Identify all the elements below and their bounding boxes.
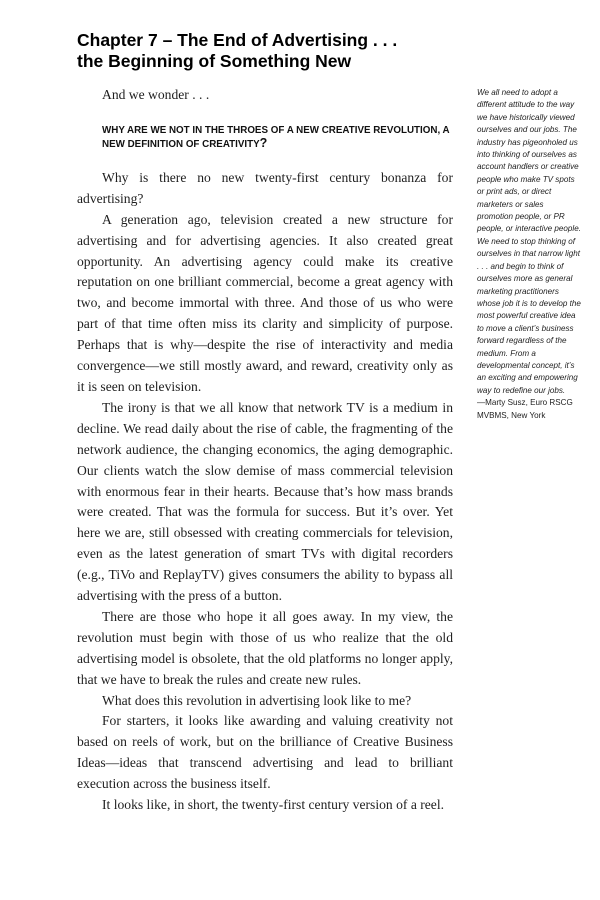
sidebar-quote [477,87,581,422]
section-heading-mark: ? [259,136,268,151]
chapter-title-line-2: the Beginning of Something New [77,51,352,71]
section-heading-text: WHY ARE WE NOT IN THE THROES OF A NEW CREATIVE REVOLUTION, A NEW DEFINITION OF CREATIVITY [102,124,450,151]
main-text-column [77,85,453,816]
body-paragraph: It looks like, in short, the twenty-first century version of a reel. [102,797,445,813]
body-paragraph: There are those who hope it all goes away. In my view, the revolution must begin with those of us who realize that the old advertising model is obsolete, that the old platforms no longer apply, that we have to break the rules and create new rules. [77,608,453,687]
body-paragraph: What does this revolution in advertising look like to me? [102,692,412,708]
sidebar-attribution: —Marty Susz, Euro RSCG MVBMS, New York [477,398,573,420]
section-heading [77,124,453,152]
body-paragraph: Why is there no new twenty-first century bonanza for advertising? [77,169,453,206]
body-paragraph: A generation ago, television created a new structure for advertising and for advertising agencies. It also created great opportunity. An advertising agency could make its creative reputation on one brilliant commercial, become a great agency with two, and become immortal with three. And those of us who were part of that time often miss its clarity and simplicity of purpose. Perhaps that is why—despite the rise of interactivity and media convergence—we still mostly award, and reward, creativity only as it is seen on television. [77,211,453,394]
sidebar-quote-text: We all need to adopt a different attitude to the way we have historically viewed ourselves and our jobs. The industry has pigeonholed us into thinking of ourselves as account handlers or creative people who make TV spots or print ads, or direct marketers or sales promotion people, or PR people, or interactive people. We need to stop thinking of ourselves in that narrow light . . . and begin to think of ourselves more as general marketing practitioners whose job it is to develop the most powerful creative idea to move a client’s business forward regardless of the medium. From a developmental concept, it’s an exciting and empowering way to redefine our jobs. [477,88,581,395]
chapter-title-line-1: Chapter 7 – The End of Advertising . . . [77,30,398,50]
chapter-title [77,30,477,72]
body-paragraph: For starters, it looks like awarding and valuing creativity not based on reels of work, but on the brilliance of Creative Business Ideas—ideas that transcend advertising and lead to brilliant execution across the business itself. [77,713,453,792]
intro-line: And we wonder . . . [102,87,210,102]
body-paragraph: The irony is that we all know that network TV is a medium in decline. We read daily about the rise of cable, the fragmenting of the network audience, the changing economics, the aging demographic. Our clients watch the slow demise of mass commercial television with enormous fear in their hearts. Because that’s how mass brands were created. That was the formula for success. But it’s over. Yet here we are, still obsessed with creating commercials for television, even as the latest generation of smart TVs with digital recorders (e.g., TiVo and ReplayTV) gives consumers the ability to bypass all advertising with the press of a button. [77,399,453,604]
